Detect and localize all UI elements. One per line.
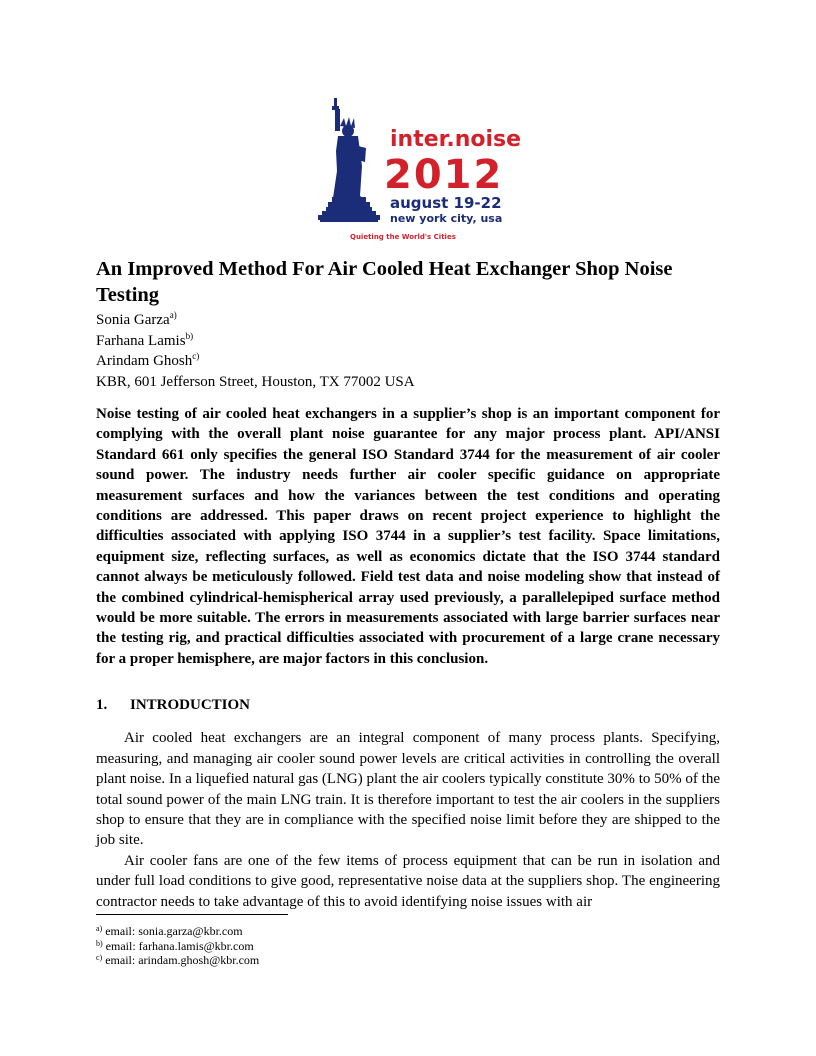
paragraph: Air cooled heat exchangers are an integral component of many process plants. Specifying, measuring, and managing air cooler sound power levels are critical activities in controlling the overall plant noise. In a liquefied natural gas (LNG) plant the air coolers typically constitute 30% to 50% of the total sound power of the main LNG train. It is therefore important to test the air coolers in the suppliers shop to ensure that they are in compliance with the specified noise limit before they are shipped to the job site. <box>96 730 720 849</box>
logo-tagline: Quieting the World's Cities <box>350 233 456 241</box>
paragraph: Air cooler fans are one of the few items of process equipment that can be run in isolation and under full load conditions to give good, representative noise data at the suppliers shop. The engineering contractor needs to take advantage of this to avoid identifying noise issues with air <box>96 852 720 910</box>
author-line <box>96 351 720 372</box>
footnote <box>96 939 720 954</box>
footnote-divider <box>96 914 288 915</box>
footnote <box>96 924 720 939</box>
abstract: Noise testing of air cooled heat exchangers in a supplier’s shop is an important component for complying with the overall plant noise guarantee for any major process plant. API/ANSI Standard 661 only specifies the general ISO Standard 3744 for the measurement of air cooler sound power. The industry needs further air cooler specific guidance on appropriate measurement surfaces and how the variances between the test conditions and operating conditions are addressed. This paper draws on recent project experience to highlight the difficulties associated with applying ISO 3744 in a supplier’s test facility. Space limitations, equipment size, reflecting surfaces, as well as economics dictate that the ISO 3744 standard cannot always be meticulously followed. Field test data and noise modeling show that instead of the combined cylindrical-hemispherical array used previously, a parallelepiped surface method would be more suitable. The errors in measurements associated with large barrier surfaces near the testing rig, and practical difficulties associated with procurement of a large crane necessary for a proper hemisphere, are major factors in this conclusion. <box>96 406 720 667</box>
footnote-email: email: arindam.ghosh@kbr.com <box>105 953 260 967</box>
logo-year: 2012 <box>384 152 504 198</box>
paper-title: An Improved Method For Air Cooled Heat Exchanger Shop Noise Testing <box>96 258 673 306</box>
footnote-mark: c) <box>96 953 103 962</box>
section-body <box>96 728 720 912</box>
logo-location: new york city, usa <box>390 212 503 225</box>
section-number: 1. <box>96 697 108 714</box>
logo-dates: august 19-22 <box>390 194 502 212</box>
footnote-email: email: farhana.lamis@kbr.com <box>105 938 254 953</box>
author-name: Sonia Garza <box>96 312 170 328</box>
affiliation: KBR, 601 Jefferson Street, Houston, TX 77002 USA <box>96 373 415 390</box>
footnote <box>96 953 720 968</box>
footnote-email: email: sonia.garza@kbr.com <box>105 924 243 938</box>
author-line <box>96 310 720 331</box>
author-name: Arindam Ghosh <box>96 353 193 369</box>
footnotes <box>96 914 720 968</box>
paper-content <box>96 256 720 912</box>
author-mark: c) <box>192 351 200 361</box>
author-name: Farhana Lamis <box>96 332 186 349</box>
author-block <box>96 310 720 392</box>
author-mark: b) <box>185 330 194 341</box>
footnote-mark: a) <box>96 924 103 933</box>
logo-line1: inter.noise <box>390 127 522 152</box>
conference-logo <box>318 96 522 241</box>
section-title: INTRODUCTION <box>130 697 251 714</box>
author-line <box>96 331 720 352</box>
author-mark: a) <box>169 310 177 320</box>
section-heading <box>96 695 720 715</box>
footnote-mark: b) <box>96 938 103 948</box>
statue-of-liberty-icon <box>318 98 380 222</box>
